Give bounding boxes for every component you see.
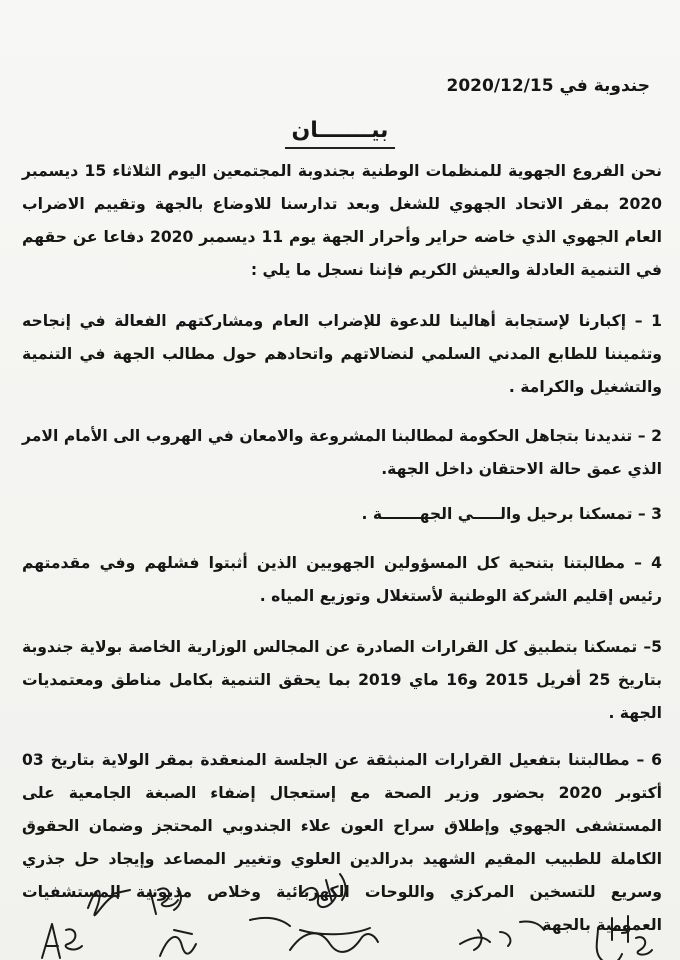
title-underline [285, 147, 395, 149]
signature-8 [597, 916, 652, 960]
item-1-paragraph: 1 – إكبارنا لإستجابة أهالينا للدعوة للإضراب العام ومشاركتهم الفعالة في إنجاحه وتثميننا للطابع المدني السلمي لنضالاتهم واتحادهم حول مطالب الجهة في التنمية والتشغيل والكرامة . [22, 312, 662, 396]
item-4-paragraph: 4 – مطالبتنا بتنحية كل المسؤولين الجهويين الذين أثبتوا فشلهم وفي مقدمتهم رئيس إقليم الشركة الوطنية لأستغلال وتوزيع المياه . [22, 554, 662, 605]
dateline: جندوبة في 2020/12/15 [446, 76, 650, 96]
signature-9 [250, 918, 544, 930]
handwritten-signatures [0, 860, 680, 960]
statement-title [0, 118, 680, 149]
item-5-paragraph: 5– تمسكنا بتطبيق كل القرارات الصادرة عن المجالس الوزارية الخاصة بولاية جندوبة بتاريخ 25 أفريل 2015 و16 ماي 2019 بما يحقق التنمية بكامل مناطق ومعتمديات الجهة . [22, 638, 662, 722]
signature-4 [160, 930, 196, 956]
item-2-paragraph: 2 – تنديدنا بتجاهل الحكومة لمطالبنا المشروعة والامعان في الهروب الى الأمام الامر الذي عمق حالة الاحتقان داخل الجهة. [22, 427, 662, 478]
intro-paragraph: نحن الفروع الجهوية للمنظمات الوطنية بجندوبة المجتمعين اليوم الثلاثاء 15 ديسمبر 2020 بمقر الاتحاد الجهوي للشغل وبعد تدارسنا للاوضاع بالجهة وتقييم الاضراب العام الجهوي الذي خاضه حراير وأحرار الجهة يوم 11 ديسمبر 2020 دفاعا عن حقهم في التنمية العادلة والعيش الكريم فإننا نسجل ما يلي : [22, 162, 662, 279]
statement-title-text: بيـــــــان [291, 118, 389, 143]
signature-2 [150, 888, 181, 914]
statement-body [22, 155, 662, 960]
signature-6 [290, 928, 378, 952]
signature-3 [42, 924, 82, 958]
item-3-paragraph: 3 – تمسكنا برحيل والـــــي الجهـــــــة . [361, 505, 662, 523]
signature-7 [460, 930, 510, 950]
signature-5 [300, 874, 346, 907]
signatures-area [0, 860, 680, 960]
signature-1 [88, 890, 130, 915]
item-6-paragraph: 6 – مطالبتنا بتفعيل القرارات المنبثقة عن الجلسة المنعقدة بمقر الولاية بتاريخ 03 أكتوبر 2020 بحضور وزير الصحة مع إستعجال إضفاء الصبغة الجامعية على المستشفى الجهوي وإطلاق سراح العون علاء الجندوبي المحتجز وضمان الحقوق الكاملة للطبيب المقيم الشهيد بدرالدين العلوي وتغيير المصاعد وإيجاد حل جذري وسريع للتسخين المركزي واللوحات الكهربائية وخلاص مديونية المستشفيات العمومية بالجهة [22, 751, 662, 934]
